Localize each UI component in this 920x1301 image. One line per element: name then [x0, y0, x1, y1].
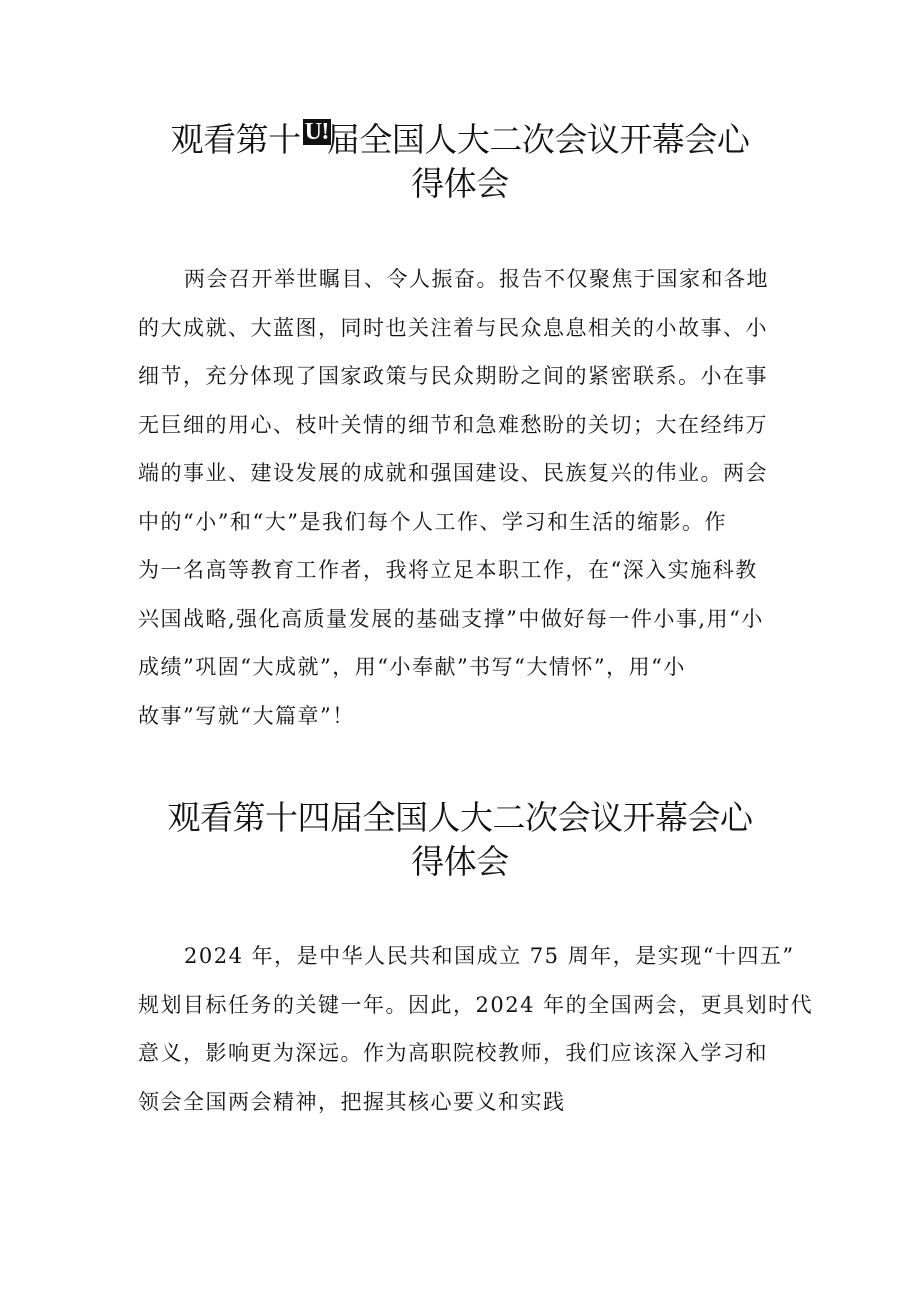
article1-line: 无巨细的用心、枝叶关情的细节和急难愁盼的关切；大在经纬万 [138, 412, 768, 437]
article2-line: 2024 年，是中华人民共和国成立 75 周年，是实现“十四五” [184, 944, 795, 968]
article1-title-line1 [0, 118, 920, 162]
article1-title-line2: 得体会 [411, 164, 509, 203]
article1-line: 的大成就、大蓝图，同时也关注着与民众息息相关的小故事、小 [138, 315, 768, 340]
article2-title [0, 796, 920, 884]
glitch-artifact: U! [304, 119, 329, 145]
article1-title [0, 118, 920, 206]
article1-line: 中的“小”和“大”是我们每个人工作、学习和生活的缩影。作 [138, 509, 727, 534]
article1-body [138, 255, 794, 740]
article2-title-line2: 得体会 [411, 842, 509, 881]
article2-line: 意义，影响更为深远。作为高职院校教师，我们应该深入学习和 [138, 1041, 768, 1065]
article1-title-part1: 观看第十 [170, 120, 301, 159]
article2-body [138, 932, 814, 1126]
article2-line: 规划目标任务的关键一年。因此，2024 年的全国两会，更具划时代 [138, 992, 814, 1017]
article1-line: 端的事业、建设发展的成就和强国建设、民族复兴的伟业。两会 [138, 461, 768, 485]
article2-title-line1: 观看第十四届全国人大二次会议开幕会心 [167, 798, 753, 837]
article2-line: 领会全国两会精神，把握其核心要义和实践 [138, 1089, 566, 1114]
article1-title-part2: 届全国人大二次会议开幕会心 [326, 120, 750, 159]
article1-line: 为一名高等教育工作者，我将立足本职工作，在“深入实施科教 [138, 558, 758, 582]
article1-line: 细节，充分体现了国家政策与民众期盼之间的紧密联系。小在事 [138, 364, 768, 388]
article1-line: 兴国战略,强化高质量发展的基础支撑”中做好每一件小事,用“小 [138, 606, 764, 631]
article1-line: 两会召开举世瞩目、令人振奋。报告不仅聚焦于国家和各地 [184, 267, 769, 291]
article1-line: 成绩”巩固“大成就”，用“小奉献”书写“大情怀”，用“小 [138, 655, 686, 679]
article1-line: 故事”写就“大篇章”！ [138, 703, 355, 728]
